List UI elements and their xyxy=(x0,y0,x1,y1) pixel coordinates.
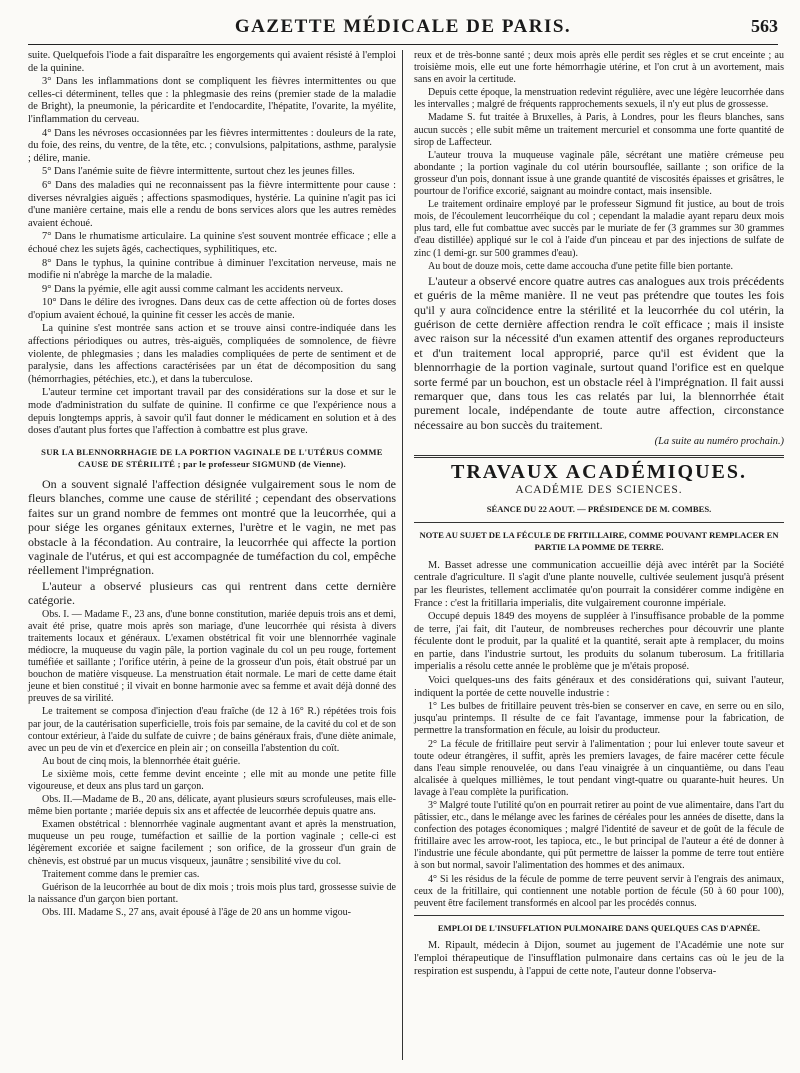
observation: Depuis cette époque, la menstruation redevint régulière, avec une légère leucorrhée dans les intervalles ; malgré de fréquents rapprochements sexuels, il n'y eut plus de grossesse. xyxy=(414,87,784,111)
paragraph: 3° Dans les inflammations dont se compliquent les fièvres intermittentes ou que celles-ci déterminent, telles que : la phlegmasie des reins (premier stade de la maladie de Bright), la pneumonie, la péricardite et l'endocardite, l'hépatite, l'ovarite, la myélite, l'inflammation du cerveau. xyxy=(28,76,396,125)
paragraph: L'auteur a observé plusieurs cas qui rentrent dans cette dernière catégorie. xyxy=(28,578,396,608)
paragraph: Occupé depuis 1849 des moyens de suppléer à l'insuffisance probable de la pomme de terre, j'ai fait, dit l'auteur, de nombreuses recherches pour découvrir une plante féculente dont le produit, par la qualité et la quantité, serait apte à remplacer, du moins en partie, dans l'industrie surtout, les produits du solanum tuberosum. La fritillaria imperialis a résolu cette année le problème que je m'étais proposé. xyxy=(414,611,784,673)
paragraph: 6° Dans des maladies qui ne reconnaissent pas la fièvre intermittente pour cause : diverses névralgies aiguës ; affections spasmodiques, hystérie. La quinine n'agit pas ici d'une manière certaine, mais elle a rendu de bons services alors que les autres remèdes avaient échoué. xyxy=(28,179,396,229)
section-heading: SUR LA BLENNORRHAGIE DE LA PORTION VAGINALE DE L'UTÉRUS COMME CAUSE DE STÉRILITÉ ; par le professeur SIGMUND (de Vienne). xyxy=(41,446,383,470)
continued-note: (La suite au numéro prochain.) xyxy=(654,436,784,448)
section-divider xyxy=(414,455,784,458)
paragraph: On a souvent signalé l'affection désignée vulgairement sous le nom de fleurs blanches, comme une cause de stérilité ; cependant des observations faites sur un grand nombre de femmes ont montré que la leucorrhée, qui a pour siége les organes génitaux externes, l'urètre et le vagin, ne met pas obstacle à la fécondation. Au contraire, la leucorrhée qui affecte la portion vaginale de l'utérus, et qui est accompagnée de tuméfaction du col, empêche réellement l'imprégnation. xyxy=(28,477,396,578)
divider xyxy=(414,915,784,916)
observation: Obs. III. Madame S., 27 ans, avait épousé à l'âge de 20 ans un homme vigou- xyxy=(42,906,351,918)
paragraph: 4° Si les résidus de la fécule de pomme de terre peuvent servir à l'engrais des animaux, ceux de la fritillaire, qui contiennent une notable portion de fécule (50 à 60 pour 100), peuvent être facilement transformés en alcool par les procédés connus. xyxy=(414,873,784,909)
paragraph: L'auteur a observé encore quatre autres cas analogues aux trois précédents et guéris de la même manière. Il ne veut pas prétendre que toutes les fois qu'il y aura coïncidence entre la stérilité et la leucorrhée du col utérin, la guérison de cette dernière affection rendra le coït efficace ; mais il insiste avec raison sur la nécessité d'un examen attentif des organes reproducteurs et d'un traitement local approprié, parce qu'il est évident que la blennorrhagie de la portion vaginale, surtout quand l'orifice est en quelque sorte fermé par un bouchon, est un obstacle réel à l'imprégnation. Il fait aussi remarquer que, dans tous les cas relatés par lui, la blennorrhée était purement locale, indépendante de toute autre affection, circonstance nécessaire au bon succès du traitement. xyxy=(414,273,784,432)
academy-heading: ACADÉMIE DES SCIENCES. xyxy=(515,484,683,497)
paragraph: M. Ripault, médecin à Dijon, soumet au jugement de l'Académie une note sur l'emploi thérapeutique de l'insufflation pulmonaire dans certains cas où le jeu de la respiration est suspendu, à l'appui de cette note, l'auteur donne l'observa- xyxy=(414,940,784,977)
paragraph: 8° Dans le typhus, la quinine contribue à diminuer l'excitation nerveuse, mais ne modifie ni n'abrège la marche de la maladie. xyxy=(28,257,396,282)
paragraph: 5° Dans l'anémie suite de fièvre intermittente, surtout chez les jeunes filles. xyxy=(42,166,355,178)
observation: reux et de très-bonne santé ; deux mois après elle perdit ses règles et se crut enceinte ; au troisième mois, elle eut une forte hémorrhagie utérine, et l'on crut à un avortement, mais sans en avoir la certitude. xyxy=(414,50,784,86)
observation: L'auteur trouva la muqueuse vaginale pâle, sécrétant une matière crémeuse peu abondante ; la portion vaginale du col utérin boursouflée, saillante ; son orifice de la grosseur d'un pois, donnant issue à une grande quantité de viscosités épaisses et grisâtres, le pourtour de l'orifice excorié, saignant au moindre contact, mais insensible. xyxy=(414,149,784,198)
left-column xyxy=(28,50,396,920)
column-divider xyxy=(402,50,403,1060)
observation: Au bout de cinq mois, la blennorrhée était guérie. xyxy=(42,755,241,767)
divider xyxy=(414,522,784,523)
observation: Examen obstétrical : blennorrhée vaginale augmentant avant et après la menstruation, muqueuse un peu rouge, tuméfaction et saillie de la portion vaginale ; celle-ci est légèrement excoriée et saigne facilement ; son orifice, de la grosseur d'un grain de chènevis, est obstrué par un mucus visqueux, jaunâtre ; sensibilité vive du col. xyxy=(28,819,396,867)
observation: Obs. I. — Madame F., 23 ans, d'une bonne constitution, mariée depuis trois ans et demi, avait été prise, quatre mois après son mariage, d'une leucorrhée qui résista à divers traitements locaux et généraux. L'examen obstétrical fit voir une blennorrhée vaginale médiocre, la muqueuse du vagin pâle, la portion vaginale du col un peu rouge, fortement tuméfiée et saillante ; l'orifice utérin, à peine de la grosseur d'un pois, était obstrué par un bouchon de matière visqueuse. La menstruation était normale. Le mari de cette dame était jeune et bien constitué ; il vivait en bonne harmonie avec sa femme et avait déjà donné des preuves de sa virilité. xyxy=(28,608,396,705)
paragraph: L'auteur termine cet important travail par des considérations sur la dose et sur le mode d'administration du sulfate de quinine. Il confirme ce que l'expérience nous a depuis longtemps appris, à savoir qu'il faut donner le médicament en solution et à des doses d'autant plus fortes que l'affection à combattre est plus grave. xyxy=(28,387,396,437)
page-header xyxy=(28,14,778,45)
paragraph: 10° Dans le délire des ivrognes. Dans deux cas de cette affection où de fortes doses d'opium avaient échoué, la quinine fit cesser les accès de manie. xyxy=(28,297,396,321)
paragraph: 3° Malgré toute l'utilité qu'on en pourrait retirer au point de vue alimentaire, dans l'art du pâtissier, etc., dans le mélange avec les farines de céréales pour les années de disette, dans la confection des potages économiques ; malgré l'identité de saveur et de goût de la fécule de fritillaire avec les arrow-root, les tapioca, etc., le but principal de l'auteur a été de donner à l'industrie une fécule abondante, qui pût permettre de laisser la pomme de terre tout entière à son but normal, savoir l'alimentation des hommes et des animaux. xyxy=(414,800,784,872)
paragraph: suite. Quelquefois l'iode a fait disparaître les engorgements qui avaient résisté à l'emploi de la quinine. xyxy=(28,50,396,74)
note-heading: NOTE AU SUJET DE LA FÉCULE DE FRITILLAIRE, COMME POUVANT REMPLACER EN PARTIE LA POMME DE TERRE. xyxy=(419,529,779,553)
section-heading: EMPLOI DE L'INSUFFLATION PULMONAIRE DANS QUELQUES CAS D'APNÉE. xyxy=(437,922,761,933)
paragraph: 9° Dans la pyémie, elle agit aussi comme calmant les accidents nerveux. xyxy=(42,283,344,295)
paragraph: 4° Dans les névroses occasionnées par les fièvres intermittentes : douleurs de la rate, du foie, des reins, du ventre, de la tête, etc. ; convulsions, palpitations, asthme, paralysie ; délire, manie. xyxy=(28,127,396,164)
paragraph: 2° La fécule de fritillaire peut servir à l'alimentation ; pour lui enlever toute saveur et toute odeur étrangères, il suffit, après les premiers lavages, de faire macérer cette fécule dans l'eau simple renouvelée, ou dans l'eau vinaigrée à un cinquantième, ou dans l'eau alcalisée à quelques millièmes, le tout pendant vingt-quatre ou quarante-huit heures. Un lavage à l'eau complète la purification. xyxy=(414,738,784,798)
right-column xyxy=(414,50,784,979)
section-title: TRAVAUX ACADÉMIQUES. xyxy=(451,460,747,483)
observation: Traitement comme dans le premier cas. xyxy=(42,868,200,880)
journal-title: GAZETTE MÉDICALE DE PARIS. xyxy=(234,16,572,37)
paragraph: M. Basset adresse une communication accueillie déjà avec intérêt par la Société centrale d'agriculture. Il s'agit d'une plante nouvelle, cultivée seulement jusqu'à présent par les fleuristes, tellement acclimatée qu'on pourrait la considérer comme indigène en France : c'est la fritillaria imperialis, dite vulgairement couronne impériale. xyxy=(414,559,784,609)
paragraph: 1° Les bulbes de fritillaire peuvent très-bien se conserver en cave, en serre ou en silo, jusqu'au printemps. Il résulte de ce fait l'avantage, immense pour la fabrication, de permettre la transformation en fécule, au loisir du producteur. xyxy=(414,701,784,737)
observation: Au bout de douze mois, cette dame accoucha d'une petite fille bien portante. xyxy=(428,260,734,272)
session-heading: SÉANCE DU 22 AOUT. — PRÉSIDENCE DE M. COMBES. xyxy=(486,503,712,514)
paragraph: La quinine s'est montrée sans action et se trouve ainsi contre-indiquée dans les affections périodiques ou autres, très-aiguës, compliquées de somnolence, de fièvre violente, de phlegmasies ; dans les maladies compliquées de perte de sentiment et de paralysie, dans les affections caractérisées par un état de décomposition du sang (hémorrhagies, pétéchies, etc.), et dans la tuberculose. xyxy=(28,323,396,385)
paragraph: Voici quelques-uns des faits généraux et des considérations qui, suivant l'auteur, indiquent la portée de cette nouvelle industrie : xyxy=(414,675,784,699)
page-number: 563 xyxy=(751,16,778,36)
observation: Obs. II.—Madame de B., 20 ans, délicate, ayant plusieurs sœurs scrofuleuses, mais elle-même bien portante ; mariée depuis six ans et affectée de leucorrhée depuis quatre ans. xyxy=(28,794,396,818)
observation: Madame S. fut traitée à Bruxelles, à Paris, à Londres, pour les fleurs blanches, sans aucun succès ; elle subit même un traitement mercuriel et consomma une forte quantité de sirop de Laffecteur. xyxy=(414,112,784,148)
observation: Le traitement se composa d'injection d'eau fraîche (de 12 à 16° R.) répétées trois fois par jour, de la cautérisation superficielle, trois fois par semaine, de la cavité du col et de son contour extérieur, à l'aide du sulfate de cuivre ; de bains généraux frais, d'une diète animale, avec un peu de vin et d'exercice en plein air ; on conseilla l'abstention du coït. xyxy=(28,706,396,754)
observation: Guérison de la leucorrhée au bout de dix mois ; trois mois plus tard, grossesse suivie de la naissance d'un garçon bien portant. xyxy=(28,881,396,905)
observation: Le traitement ordinaire employé par le professeur Sigmund fit justice, au bout de trois mois, de l'écoulement leucorrhéique du col ; cependant la maladie ayant reparu deux mois plus tard, elle fut combattue avec succès par le muriate de fer (3 grammes sur 30 grammes d'eau distillée) appliqué sur le col à l'aide d'un pinceau et par des injections de sulfate de zinc (1 demi-gr. sur 500 grammes d'eau). xyxy=(414,199,784,259)
observation: Le sixième mois, cette femme devint enceinte ; elle mit au monde une petite fille vigoureuse, et deux ans plus tard un garçon. xyxy=(28,768,396,792)
paragraph: 7° Dans le rhumatisme articulaire. La quinine s'est souvent montrée efficace ; elle a échoué chez les sujets âgés, cachectiques, syphilitiques, etc. xyxy=(28,231,396,255)
